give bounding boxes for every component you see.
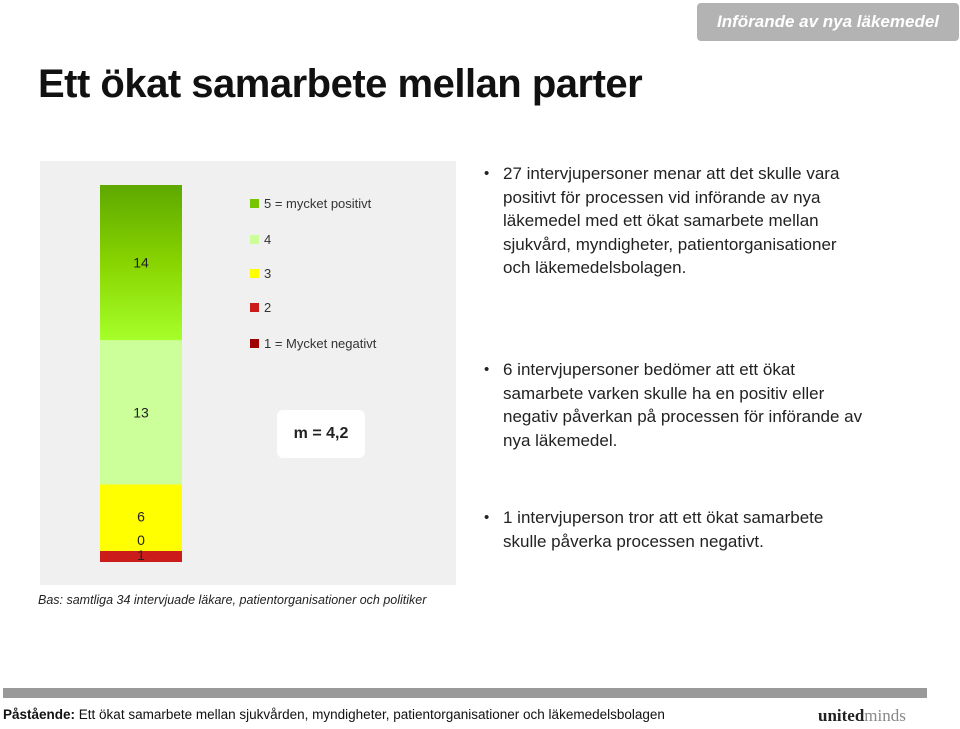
- legend-swatch-2: [250, 303, 259, 312]
- bullet-marker: •: [484, 361, 490, 378]
- legend-swatch-1: [250, 339, 259, 348]
- bullet-item: [484, 162, 863, 280]
- brand-minds: minds: [864, 706, 906, 725]
- brand-logo: [818, 706, 906, 726]
- stacked-bar-chart: [40, 161, 456, 585]
- legend-swatch-4: [250, 235, 259, 244]
- bullet-text: 1 intervjuperson tror att ett ökat samarbete skulle påverka processen negativt.: [503, 508, 824, 551]
- bullet-text: 27 intervjupersoner menar att det skulle vara positivt för processen vid införande av nya läkemedel med ett ökat samarbete mellan sjukvård, myndigheter, patientorganisationer och läkemedelsbolagen.: [503, 164, 840, 277]
- section-tag: Införande av nya läkemedel: [697, 3, 959, 41]
- legend-swatch-3: [250, 269, 259, 278]
- legend-item-5: [250, 196, 371, 211]
- bullet-marker: •: [484, 509, 490, 526]
- base-note: Bas: samtliga 34 intervjuade läkare, patientorganisationer och politiker: [38, 593, 427, 607]
- footer-statement: [3, 707, 665, 722]
- bullet-item: [484, 358, 863, 452]
- footer-divider: [3, 688, 927, 698]
- legend-label-5: 5 = mycket positivt: [264, 196, 372, 211]
- legend-swatch-5: [250, 199, 259, 208]
- data-label-5: 14: [133, 254, 149, 271]
- legend-label-4: 4: [264, 232, 272, 247]
- bullet-marker: •: [484, 165, 490, 182]
- legend-item-3: [250, 266, 271, 281]
- legend-item-2: [250, 300, 271, 315]
- mean-value-box: m = 4,2: [277, 410, 365, 458]
- legend-label-3: 3: [264, 266, 272, 281]
- bullet-item: [484, 506, 863, 553]
- data-label-4: 13: [133, 404, 149, 421]
- footer-label: Påstående:: [3, 707, 76, 722]
- data-label-2: 0: [137, 532, 145, 548]
- bullet-text: 6 intervjupersoner bedömer att ett ökat samarbete varken skulle ha en positiv eller negativ påverkan på processen för införande av nya läkemedel.: [503, 360, 863, 450]
- data-label-1: 1: [137, 546, 145, 563]
- legend-item-1: [250, 336, 376, 351]
- page-title: Ett ökat samarbete mellan parter: [38, 62, 643, 106]
- data-label-3: 6: [137, 508, 145, 525]
- brand-united: united: [818, 706, 865, 725]
- footer-text: Ett ökat samarbete mellan sjukvården, myndigheter, patientorganisationer och läkemedelsbolagen: [78, 707, 665, 722]
- legend-label-2: 2: [264, 300, 272, 315]
- legend-item-4: [250, 232, 271, 247]
- legend-label-1: 1 = Mycket negativt: [264, 336, 377, 351]
